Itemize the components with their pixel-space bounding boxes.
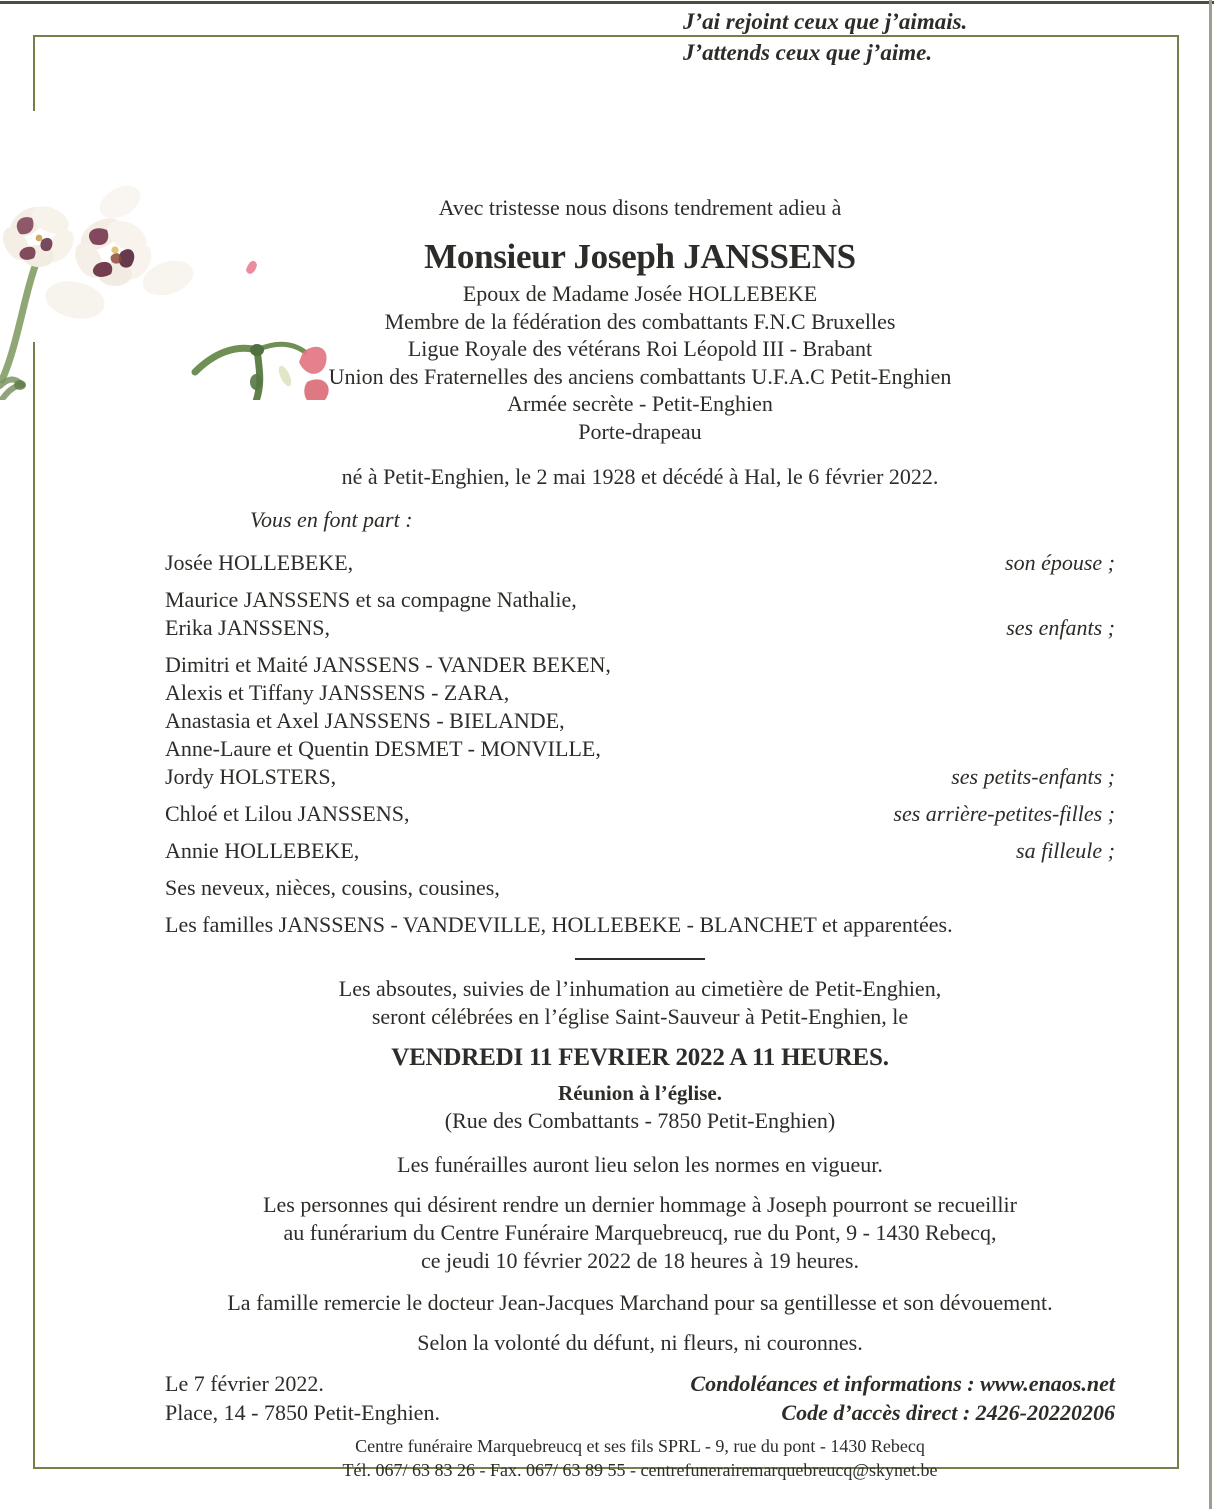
family-row — [165, 911, 1115, 939]
family-row — [165, 874, 1115, 902]
condolences-site: Condoléances et informations : www.enaos.net — [690, 1371, 1115, 1396]
family-role: son épouse ; — [1005, 550, 1115, 575]
funeral-home-footer — [165, 1434, 1115, 1482]
family-name: Maurice JANSSENS et sa compagne Nathalie, — [165, 587, 577, 612]
family-name: Ses neveux, nièces, cousins, cousines, — [165, 875, 500, 900]
family-name: Chloé et Lilou JANSSENS, — [165, 801, 410, 826]
announcement-body — [165, 88, 1115, 1482]
family-role: ses enfants ; — [1006, 615, 1115, 640]
ceremony-line-1: Les absoutes, suivies de l’inhumation au cimetière de Petit-Enghien, — [338, 976, 942, 1001]
family-row — [165, 837, 1115, 865]
family-row — [165, 614, 1115, 642]
scan-edge-right — [1209, 0, 1212, 1509]
frame-border-top — [33, 35, 1179, 37]
frame-border-left-lower — [33, 342, 35, 1468]
condolences-block — [690, 1369, 1115, 1427]
covid-note: Les funérailles auront lieu selon les normes en vigueur. — [397, 1152, 883, 1177]
quote-line-2: J’attends ceux que j’aime. — [683, 40, 933, 65]
family-name: Alexis et Tiffany JANSSENS - ZARA, — [165, 680, 510, 705]
ceremony-line-2: seront célébrées en l’église Saint-Sauveur à Petit-Enghien, le — [371, 1004, 909, 1029]
role-spouse: Epoux de Madame Josée HOLLEBEKE — [462, 281, 818, 306]
funeral-home-contact: Tél. 067/ 63 83 26 - Fax. 067/ 63 89 55 - centrefunerairemarquebreucq@skynet.be — [342, 1460, 938, 1480]
role-ligue: Ligue Royale des vétérans Roi Léopold III - Brabant — [407, 336, 873, 361]
issued-date: Le 7 février 2022. — [165, 1371, 324, 1396]
life-dates: né à Petit-Enghien, le 2 mai 1928 et décédé à Hal, le 6 février 2022. — [341, 464, 939, 489]
visitation-line-3: ce jeudi 10 février 2022 de 18 heures à 19 heures. — [420, 1248, 859, 1273]
visitation-paragraph — [165, 1191, 1115, 1275]
issued-block — [165, 1369, 440, 1427]
family-name: Dimitri et Maité JANSSENS - VANDER BEKEN, — [165, 652, 611, 677]
family-row — [165, 586, 1115, 614]
family-role: ses petits-enfants ; — [951, 764, 1115, 789]
condolences-code: Code d’accès direct : 2426-20220206 — [781, 1400, 1115, 1425]
family-row — [165, 763, 1115, 791]
deceased-name: Monsieur Joseph JANSSENS — [424, 237, 856, 276]
family-list — [165, 549, 1115, 939]
family-name: Anastasia et Axel JANSSENS - BIELANDE, — [165, 708, 565, 733]
wishes-line: Selon la volonté du défunt, ni fleurs, ni couronnes. — [417, 1330, 863, 1355]
family-name: Anne-Laure et Quentin DESMET - MONVILLE, — [165, 736, 601, 761]
bottom-row — [165, 1369, 1115, 1427]
frame-border-left-upper — [33, 35, 35, 111]
role-union: Union des Fraternelles des anciens combattants U.F.A.C Petit-Enghien — [328, 363, 952, 389]
frame-border-right — [1177, 35, 1179, 1469]
family-name: Josée HOLLEBEKE, — [165, 550, 354, 575]
family-name: Les familles JANSSENS - VANDEVILLE, HOLLEBEKE - BLANCHET et apparentées. — [165, 912, 953, 937]
family-row — [165, 549, 1115, 577]
family-heading: Vous en font part : — [250, 507, 413, 532]
family-row — [165, 707, 1115, 735]
visitation-line-1: Les personnes qui désirent rendre un dernier hommage à Joseph pourront se recueillir — [263, 1192, 1017, 1217]
ceremony-intro — [165, 975, 1115, 1031]
family-name: Annie HOLLEBEKE, — [165, 838, 360, 863]
ceremony-datetime: VENDREDI 11 FEVRIER 2022 A 11 HEURES. — [391, 1044, 889, 1071]
funeral-home-address: Centre funéraire Marquebreucq et ses fils SPRL - 9, rue du pont - 1430 Rebecq — [355, 1436, 925, 1456]
role-federation: Membre de la fédération des combattants F.N.C Bruxelles — [384, 308, 896, 334]
section-divider — [575, 958, 705, 960]
family-row — [165, 735, 1115, 763]
ceremony-meeting: Réunion à l’église. — [558, 1081, 722, 1105]
intro-line: Avec tristesse nous disons tendrement adieu à — [438, 195, 842, 220]
quote-line-1: J’ai rejoint ceux que j’aimais. — [683, 9, 968, 34]
issued-address: Place, 14 - 7850 Petit-Enghien. — [165, 1400, 440, 1425]
family-name: Erika JANSSENS, — [165, 615, 331, 640]
family-row — [165, 679, 1115, 707]
family-row — [165, 651, 1115, 679]
family-name: Jordy HOLSTERS, — [165, 764, 337, 789]
family-row — [165, 800, 1115, 828]
role-porte-drapeau: Porte-drapeau — [578, 418, 702, 444]
memorial-quote — [683, 6, 968, 68]
ceremony-address: (Rue des Combattants - 7850 Petit-Enghien) — [444, 1108, 836, 1133]
scan-edge-top — [0, 1, 1214, 4]
role-armee: Armée secrète - Petit-Enghien — [507, 391, 773, 416]
deceased-roles — [165, 280, 1115, 445]
visitation-line-2: au funérarium du Centre Funéraire Marquebreucq, rue du Pont, 9 - 1430 Rebecq, — [283, 1220, 997, 1245]
family-role: ses arrière-petites-filles ; — [893, 801, 1115, 826]
family-role: sa filleule ; — [1016, 838, 1115, 863]
thanks-line: La famille remercie le docteur Jean-Jacques Marchand pour sa gentillesse et son dévouement. — [227, 1290, 1053, 1315]
